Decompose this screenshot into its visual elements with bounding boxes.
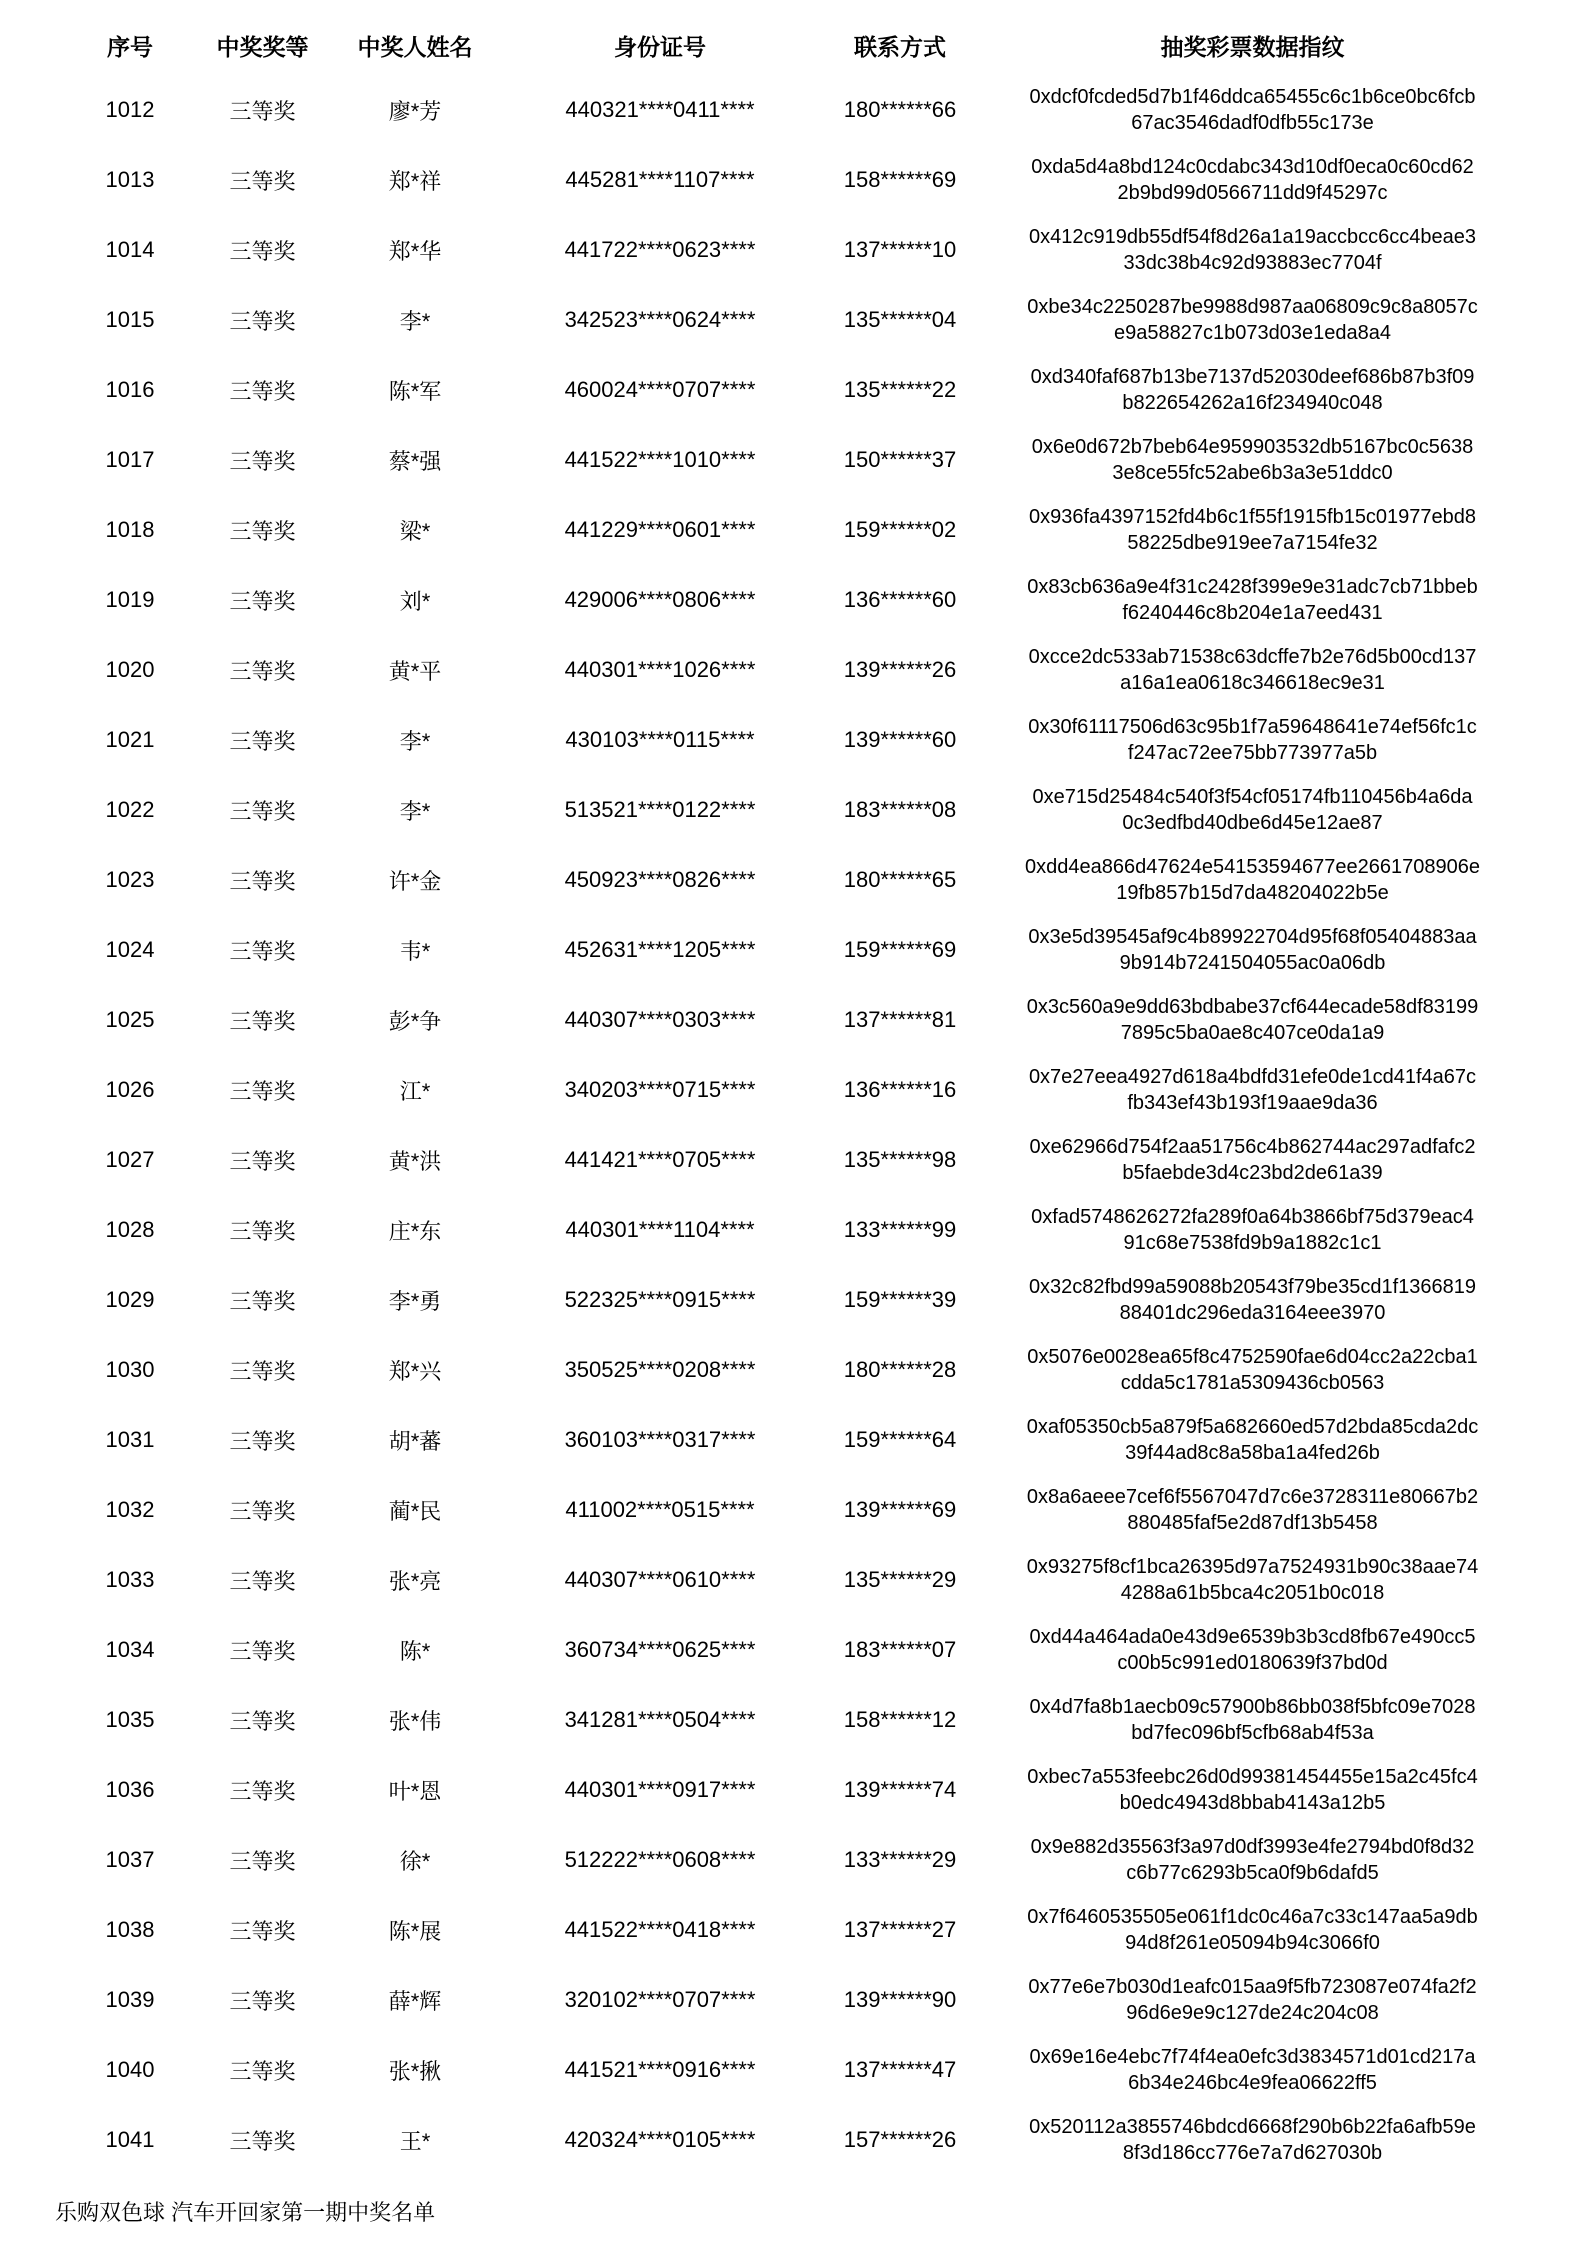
cell-id-number: 440321****0411****	[565, 97, 755, 122]
fingerprint-line-2: 6b34e246bc4e9fea06622ff5	[1128, 2072, 1377, 2094]
cell-serial: 1027	[105, 1147, 155, 1172]
cell-prize-level: 三等奖	[229, 1148, 296, 1174]
winners-table	[55, 15, 1515, 2175]
table-row	[55, 495, 1515, 565]
table-row	[55, 845, 1515, 915]
cell-prize-level: 三等奖	[229, 1568, 296, 1594]
cell-prize-level: 三等奖	[229, 2128, 296, 2154]
table-row	[55, 1125, 1515, 1195]
cell-contact: 135******98	[843, 1147, 957, 1172]
table-row	[55, 635, 1515, 705]
fingerprint-line-1: 0x77e6e7b030d1eafc015aa9f5fb723087e074fa2f2	[1028, 1976, 1477, 1998]
table-row	[55, 1195, 1515, 1265]
header-id-number: 身份证号	[614, 33, 706, 60]
fingerprint-line-1: 0x9e882d35563f3a97d0df3993e4fe2794bd0f8d32	[1030, 1836, 1475, 1858]
cell-prize-level: 三等奖	[229, 1498, 296, 1524]
table-row	[55, 1755, 1515, 1825]
fingerprint-line-1: 0x7f6460535505e061f1dc0c46a7c33c147aa5a9db	[1027, 1906, 1478, 1928]
cell-winner-name: 李*	[399, 728, 431, 754]
cell-winner-name: 许*金	[388, 868, 442, 894]
fingerprint-line-1: 0x30f61117506d63c95b1f7a59648641e74ef56fc1c	[1028, 716, 1477, 738]
cell-serial: 1035	[105, 1707, 155, 1732]
table-row	[55, 1615, 1515, 1685]
fingerprint-line-1: 0xbec7a553feebc26d0d99381454455e15a2c45fc4	[1027, 1766, 1478, 1788]
cell-prize-level: 三等奖	[229, 798, 296, 824]
cell-winner-name: 叶*恩	[388, 1778, 442, 1804]
cell-contact: 139******90	[843, 1987, 957, 2012]
cell-serial: 1024	[105, 937, 155, 962]
fingerprint-line-1: 0xfad5748626272fa289f0a64b3866bf75d379eac4	[1031, 1206, 1474, 1228]
fingerprint-line-2: b0edc4943d8bbab4143a12b5	[1119, 1792, 1386, 1814]
cell-prize-level: 三等奖	[229, 938, 296, 964]
cell-contact: 137******27	[843, 1917, 957, 1942]
cell-serial: 1030	[105, 1357, 155, 1382]
cell-ticket-fingerprint	[990, 915, 1515, 985]
cell-id-number: 440301****0917****	[564, 1777, 756, 1802]
cell-prize-level: 三等奖	[229, 1288, 296, 1314]
cell-prize-level: 三等奖	[229, 2058, 296, 2084]
cell-serial: 1012	[105, 97, 155, 122]
cell-contact: 137******81	[843, 1007, 957, 1032]
cell-ticket-fingerprint	[990, 495, 1515, 565]
header-prize-level: 中奖奖等	[216, 33, 309, 60]
fingerprint-line-2: 91c68e7538fd9b9a1882c1c1	[1123, 1232, 1382, 1254]
cell-serial: 1029	[105, 1287, 155, 1312]
cell-ticket-fingerprint	[990, 635, 1515, 705]
table-row	[55, 425, 1515, 495]
table-row	[55, 915, 1515, 985]
fingerprint-line-2: c6b77c6293b5ca0f9b6dafd5	[1126, 1862, 1379, 1884]
fingerprint-line-2: f6240446c8b204e1a7eed431	[1122, 602, 1383, 624]
fingerprint-line-2: 19fb857b15d7da48204022b5e	[1116, 882, 1389, 904]
table-row	[55, 1335, 1515, 1405]
cell-id-number: 342523****0624****	[564, 307, 756, 332]
cell-id-number: 440301****1104****	[565, 1217, 755, 1242]
fingerprint-line-1: 0x6e0d672b7beb64e959903532db5167bc0c5638	[1031, 436, 1474, 458]
fingerprint-line-2: 3e8ce55fc52abe6b3a3e51ddc0	[1112, 462, 1393, 484]
cell-winner-name: 梁*	[399, 518, 431, 544]
cell-prize-level: 三等奖	[229, 448, 296, 474]
fingerprint-line-2: a16a1ea0618c346618ec9e31	[1120, 672, 1385, 694]
cell-id-number: 441522****0418****	[564, 1917, 756, 1942]
cell-prize-level: 三等奖	[229, 1638, 296, 1664]
cell-ticket-fingerprint	[990, 1965, 1515, 2035]
cell-prize-level: 三等奖	[229, 98, 296, 124]
cell-contact: 139******69	[843, 1497, 957, 1522]
cell-id-number: 430103****0115****	[565, 727, 755, 752]
cell-id-number: 441421****0705****	[564, 1147, 756, 1172]
table-row	[55, 775, 1515, 845]
cell-id-number: 440307****0303****	[564, 1007, 756, 1032]
cell-id-number: 360103****0317****	[564, 1427, 756, 1452]
cell-id-number: 445281****1107****	[565, 167, 755, 192]
table-row	[55, 1825, 1515, 1895]
fingerprint-line-1: 0x5076e0028ea65f8c4752590fae6d04cc2a22cba1	[1027, 1346, 1478, 1368]
cell-ticket-fingerprint	[990, 75, 1515, 145]
cell-ticket-fingerprint	[990, 775, 1515, 845]
cell-prize-level: 三等奖	[229, 1708, 296, 1734]
fingerprint-line-1: 0x3e5d39545af9c4b89922704d95f68f05404883aa	[1028, 926, 1477, 948]
cell-contact: 159******64	[843, 1427, 957, 1452]
cell-ticket-fingerprint	[990, 845, 1515, 915]
fingerprint-line-1: 0x412c919db55df54f8d26a1a19accbcc6cc4beae3	[1028, 226, 1477, 248]
cell-ticket-fingerprint	[990, 1545, 1515, 1615]
cell-ticket-fingerprint	[990, 1475, 1515, 1545]
fingerprint-line-2: 33dc38b4c92d93883ec7704f	[1123, 252, 1382, 274]
cell-ticket-fingerprint	[990, 565, 1515, 635]
cell-prize-level: 三等奖	[229, 1078, 296, 1104]
fingerprint-line-1: 0xaf05350cb5a879f5a682660ed57d2bda85cda2dc	[1026, 1416, 1479, 1438]
cell-contact: 135******29	[843, 1567, 957, 1592]
cell-winner-name: 陈*军	[388, 378, 442, 404]
table-row	[55, 1405, 1515, 1475]
table-row	[55, 1475, 1515, 1545]
table-row	[55, 705, 1515, 775]
cell-id-number: 420324****0105****	[564, 2127, 756, 2152]
fingerprint-line-2: c00b5c991ed0180639f37bd0d	[1117, 1652, 1388, 1674]
fingerprint-line-1: 0xda5d4a8bd124c0cdabc343d10df0eca0c60cd62	[1031, 156, 1474, 178]
fingerprint-line-2: 58225dbe919ee7a7154fe32	[1127, 532, 1378, 554]
fingerprint-line-2: 7895c5ba0ae8c407ce0da1a9	[1120, 1022, 1385, 1044]
cell-id-number: 450923****0826****	[564, 867, 756, 892]
cell-prize-level: 三等奖	[229, 728, 296, 754]
cell-id-number: 350525****0208****	[564, 1357, 756, 1382]
fingerprint-line-1: 0xcce2dc533ab71538c63dcffe7b2e76d5b00cd137	[1028, 646, 1477, 668]
cell-serial: 1036	[105, 1777, 155, 1802]
cell-id-number: 512222****0608****	[564, 1847, 756, 1872]
table-row	[55, 1965, 1515, 2035]
cell-winner-name: 蔡*强	[388, 448, 442, 474]
cell-serial: 1018	[105, 517, 155, 542]
cell-serial: 1021	[105, 727, 155, 752]
cell-prize-level: 三等奖	[229, 658, 296, 684]
fingerprint-line-2: b822654262a16f234940c048	[1122, 392, 1383, 414]
cell-contact: 157******26	[843, 2127, 957, 2152]
cell-winner-name: 刘*	[399, 588, 431, 614]
cell-winner-name: 张*亮	[388, 1568, 442, 1594]
cell-contact: 137******47	[843, 2057, 957, 2082]
table-row	[55, 145, 1515, 215]
cell-id-number: 360734****0625****	[564, 1637, 756, 1662]
cell-ticket-fingerprint	[990, 2035, 1515, 2105]
cell-contact: 159******39	[843, 1287, 957, 1312]
fingerprint-line-1: 0xbe34c2250287be9988d987aa06809c9c8a8057c	[1027, 296, 1478, 318]
cell-ticket-fingerprint	[990, 1055, 1515, 1125]
cell-winner-name: 张*伟	[388, 1708, 442, 1734]
cell-prize-level: 三等奖	[229, 1918, 296, 1944]
fingerprint-line-2: f247ac72ee75bb773977a5b	[1127, 742, 1378, 764]
cell-ticket-fingerprint	[990, 1895, 1515, 1965]
table-row	[55, 1895, 1515, 1965]
table-row	[55, 985, 1515, 1055]
header-row	[55, 15, 1515, 75]
cell-prize-level: 三等奖	[229, 1428, 296, 1454]
cell-serial: 1019	[105, 587, 155, 612]
cell-serial: 1020	[105, 657, 155, 682]
cell-winner-name: 郑*华	[388, 238, 442, 264]
cell-id-number: 513521****0122****	[564, 797, 756, 822]
table-row	[55, 285, 1515, 355]
fingerprint-line-1: 0x520112a3855746bdcd6668f290b6b22fa6afb59e	[1029, 2116, 1476, 2138]
winners-table-header	[55, 15, 1515, 75]
cell-contact: 139******60	[843, 727, 957, 752]
cell-serial: 1023	[105, 867, 155, 892]
cell-contact: 150******37	[843, 447, 957, 472]
table-row	[55, 215, 1515, 285]
fingerprint-line-2: 96d6e9e9c127de24c204c08	[1126, 2002, 1379, 2024]
fingerprint-line-1: 0x3c560a9e9dd63bdbabe37cf644ecade58df83199	[1026, 996, 1479, 1018]
cell-serial: 1032	[105, 1497, 155, 1522]
cell-serial: 1014	[105, 237, 155, 262]
fingerprint-line-1: 0x32c82fbd99a59088b20543f79be35cd1f1366819	[1028, 1276, 1477, 1298]
cell-winner-name: 陈*	[399, 1638, 431, 1664]
cell-winner-name: 庄*东	[388, 1218, 442, 1244]
cell-winner-name: 廖*芳	[388, 98, 442, 124]
cell-ticket-fingerprint	[990, 145, 1515, 215]
cell-winner-name: 黄*洪	[388, 1148, 442, 1174]
cell-contact: 139******26	[843, 657, 957, 682]
fingerprint-line-2: 4288a61b5bca4c2051b0c018	[1120, 1582, 1385, 1604]
cell-contact: 159******02	[843, 517, 957, 542]
cell-contact: 183******08	[843, 797, 957, 822]
cell-serial: 1034	[105, 1637, 155, 1662]
cell-contact: 136******60	[843, 587, 957, 612]
cell-serial: 1015	[105, 307, 155, 332]
fingerprint-line-1: 0x7e27eea4927d618a4bdfd31efe0de1cd41f4a67c	[1028, 1066, 1477, 1088]
cell-winner-name: 韦*	[399, 938, 431, 964]
cell-serial: 1025	[105, 1007, 155, 1032]
cell-winner-name: 黄*平	[388, 658, 442, 684]
cell-ticket-fingerprint	[990, 1405, 1515, 1475]
cell-contact: 139******74	[843, 1777, 957, 1802]
cell-ticket-fingerprint	[990, 985, 1515, 1055]
cell-serial: 1016	[105, 377, 155, 402]
cell-prize-level: 三等奖	[229, 308, 296, 334]
cell-ticket-fingerprint	[990, 285, 1515, 355]
cell-id-number: 441522****1010****	[564, 447, 756, 472]
cell-contact: 135******22	[843, 377, 957, 402]
cell-ticket-fingerprint	[990, 1125, 1515, 1195]
fingerprint-line-2: fb343ef43b193f19aae9da36	[1127, 1092, 1378, 1114]
cell-ticket-fingerprint	[990, 2105, 1515, 2175]
cell-prize-level: 三等奖	[229, 588, 296, 614]
fingerprint-line-1: 0x83cb636a9e4f31c2428f399e9e31adc7cb71bbeb	[1027, 576, 1478, 598]
fingerprint-line-1: 0xe62966d754f2aa51756c4b862744ac297adfafc2	[1029, 1136, 1476, 1158]
cell-serial: 1040	[105, 2057, 155, 2082]
cell-contact: 183******07	[843, 1637, 957, 1662]
cell-serial: 1041	[105, 2127, 155, 2152]
cell-winner-name: 薛*辉	[388, 1988, 442, 2014]
cell-winner-name: 王*	[399, 2128, 431, 2154]
header-winner-name: 中奖人姓名	[357, 33, 473, 60]
cell-id-number: 320102****0707****	[564, 1987, 756, 2012]
fingerprint-line-2: cdda5c1781a5309436cb0563	[1120, 1372, 1385, 1394]
cell-contact: 159******69	[843, 937, 957, 962]
cell-prize-level: 三等奖	[229, 1358, 296, 1384]
cell-id-number: 440301****1026****	[564, 657, 756, 682]
cell-ticket-fingerprint	[990, 1685, 1515, 1755]
fingerprint-line-2: 9b914b7241504055ac0a06db	[1119, 952, 1386, 974]
cell-contact: 135******04	[843, 307, 957, 332]
cell-winner-name: 李*	[399, 798, 431, 824]
table-row	[55, 1265, 1515, 1335]
header-serial: 序号	[107, 33, 153, 60]
cell-winner-name: 江*	[399, 1078, 431, 1104]
fingerprint-line-2: 0c3edfbd40dbe6d45e12ae87	[1122, 812, 1383, 834]
fingerprint-line-2: 67ac3546dadf0dfb55c173e	[1131, 112, 1374, 134]
table-row	[55, 2035, 1515, 2105]
cell-serial: 1037	[105, 1847, 155, 1872]
cell-winner-name: 蔺*民	[388, 1498, 442, 1524]
cell-contact: 133******29	[843, 1847, 957, 1872]
cell-ticket-fingerprint	[990, 1825, 1515, 1895]
fingerprint-line-2: bd7fec096bf5cfb68ab4f53a	[1131, 1722, 1374, 1744]
cell-serial: 1031	[105, 1427, 155, 1452]
winners-table-body	[55, 75, 1515, 2175]
cell-ticket-fingerprint	[990, 1755, 1515, 1825]
fingerprint-line-2: 2b9bd99d0566711dd9f45297c	[1117, 182, 1388, 204]
cell-prize-level: 三等奖	[229, 378, 296, 404]
cell-prize-level: 三等奖	[229, 1218, 296, 1244]
cell-id-number: 341281****0504****	[564, 1707, 756, 1732]
cell-winner-name: 胡*蕃	[388, 1428, 442, 1454]
cell-serial: 1028	[105, 1217, 155, 1242]
cell-serial: 1017	[105, 447, 155, 472]
cell-contact: 158******12	[843, 1707, 957, 1732]
fingerprint-line-1: 0x93275f8cf1bca26395d97a7524931b90c38aae74	[1026, 1556, 1479, 1578]
table-row	[55, 1055, 1515, 1125]
cell-contact: 180******65	[843, 867, 957, 892]
cell-serial: 1033	[105, 1567, 155, 1592]
cell-ticket-fingerprint	[990, 1265, 1515, 1335]
fingerprint-line-2: 880485faf5e2d87df13b5458	[1127, 1512, 1378, 1534]
fingerprint-line-1: 0xd44a464ada0e43d9e6539b3b3cd8fb67e490cc5	[1029, 1626, 1476, 1648]
cell-ticket-fingerprint	[990, 1195, 1515, 1265]
cell-prize-level: 三等奖	[229, 1988, 296, 2014]
cell-prize-level: 三等奖	[229, 238, 296, 264]
cell-id-number: 441722****0623****	[564, 237, 756, 262]
fingerprint-line-1: 0x69e16e4ebc7f74f4ea0efc3d3834571d01cd217a	[1029, 2046, 1476, 2068]
cell-prize-level: 三等奖	[229, 868, 296, 894]
cell-id-number: 460024****0707****	[564, 377, 756, 402]
cell-serial: 1022	[105, 797, 155, 822]
fingerprint-line-2: 39f44ad8c8a58ba1a4fed26b	[1125, 1442, 1380, 1464]
cell-contact: 158******69	[843, 167, 957, 192]
fingerprint-line-1: 0xdd4ea866d47624e54153594677ee2661708906e	[1025, 856, 1480, 878]
cell-contact: 180******28	[843, 1357, 957, 1382]
cell-serial: 1039	[105, 1987, 155, 2012]
fingerprint-line-1: 0xdcf0fcded5d7b1f46ddca65455c6c1b6ce0bc6fcb	[1029, 86, 1476, 108]
cell-ticket-fingerprint	[990, 1615, 1515, 1685]
fingerprint-line-2: b5faebde3d4c23bd2de61a39	[1122, 1162, 1383, 1184]
fingerprint-line-1: 0xe715d25484c540f3f54cf05174fb110456b4a6da	[1032, 786, 1473, 808]
cell-contact: 180******66	[843, 97, 957, 122]
cell-id-number: 340203****0715****	[564, 1077, 756, 1102]
fingerprint-line-1: 0x8a6aeee7cef6f5567047d7c6e3728311e80667b2	[1026, 1486, 1479, 1508]
cell-contact: 137******10	[843, 237, 957, 262]
cell-prize-level: 三等奖	[229, 1848, 296, 1874]
cell-id-number: 429006****0806****	[564, 587, 756, 612]
cell-prize-level: 三等奖	[229, 1008, 296, 1034]
cell-ticket-fingerprint	[990, 1335, 1515, 1405]
cell-winner-name: 李*勇	[388, 1288, 442, 1314]
table-row	[55, 1545, 1515, 1615]
cell-winner-name: 徐*	[399, 1848, 431, 1874]
cell-contact: 133******99	[843, 1217, 957, 1242]
table-row	[55, 565, 1515, 635]
cell-id-number: 441521****0916****	[564, 2057, 756, 2082]
cell-prize-level: 三等奖	[229, 1778, 296, 1804]
cell-serial: 1038	[105, 1917, 155, 1942]
cell-winner-name: 郑*兴	[388, 1358, 442, 1384]
fingerprint-line-1: 0x936fa4397152fd4b6c1f55f1915fb15c01977ebd8	[1028, 506, 1477, 528]
table-row	[55, 75, 1515, 145]
table-row	[55, 2105, 1515, 2175]
cell-ticket-fingerprint	[990, 705, 1515, 775]
table-row	[55, 1685, 1515, 1755]
cell-id-number: 452631****1205****	[564, 937, 756, 962]
fingerprint-line-1: 0x4d7fa8b1aecb09c57900b86bb038f5bfc09e7028	[1029, 1696, 1476, 1718]
cell-id-number: 440307****0610****	[564, 1567, 756, 1592]
cell-id-number: 411002****0515****	[565, 1497, 755, 1522]
fingerprint-line-2: e9a58827c1b073d03e1eda8a4	[1114, 322, 1391, 344]
header-ticket-fingerprint: 抽奖彩票数据指纹	[1160, 33, 1345, 60]
cell-ticket-fingerprint	[990, 215, 1515, 285]
cell-id-number: 441229****0601****	[564, 517, 756, 542]
cell-winner-name: 彭*争	[388, 1008, 442, 1034]
cell-serial: 1013	[105, 167, 155, 192]
cell-winner-name: 陈*展	[388, 1918, 442, 1944]
fingerprint-line-2: 94d8f261e05094b94c3066f0	[1125, 1932, 1380, 1954]
fingerprint-line-2: 8f3d186cc776e7a7d627030b	[1122, 2142, 1383, 2164]
cell-winner-name: 张*揪	[388, 2058, 442, 2084]
cell-ticket-fingerprint	[990, 355, 1515, 425]
cell-winner-name: 李*	[399, 308, 431, 334]
cell-contact: 136******16	[843, 1077, 957, 1102]
fingerprint-line-1: 0xd340faf687b13be7137d52030deef686b87b3f09	[1030, 366, 1475, 388]
cell-prize-level: 三等奖	[229, 168, 296, 194]
table-row	[55, 355, 1515, 425]
cell-winner-name: 郑*祥	[388, 168, 442, 194]
cell-id-number: 522325****0915****	[564, 1287, 756, 1312]
fingerprint-line-2: 88401dc296eda3164eee3970	[1119, 1302, 1386, 1324]
header-contact: 联系方式	[854, 33, 946, 60]
footer-caption: 乐购双色球 汽车开回家第一期中奖名单	[55, 2200, 436, 2225]
cell-serial: 1026	[105, 1077, 155, 1102]
cell-prize-level: 三等奖	[229, 518, 296, 544]
cell-ticket-fingerprint	[990, 425, 1515, 495]
